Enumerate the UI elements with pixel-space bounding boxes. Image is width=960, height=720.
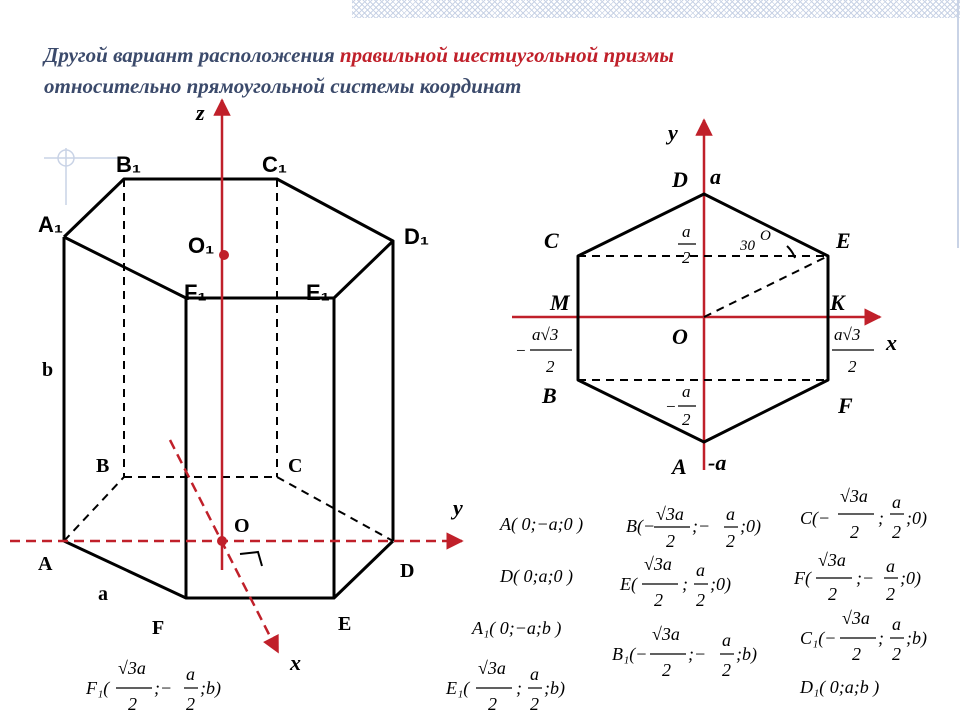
- label-f1: F₁: [184, 280, 207, 305]
- point-o: [217, 536, 227, 546]
- label-axis-y: y: [453, 495, 463, 520]
- hex-label-e: E: [836, 228, 851, 253]
- hex-axis-y: y: [668, 120, 678, 145]
- point-o1: [219, 250, 229, 260]
- svg-text:E(: E(: [620, 574, 637, 594]
- coord-d1: D₁( 0;a;b ): [800, 677, 880, 697]
- svg-text:;b): ;b): [736, 644, 757, 664]
- hex-top-value: a: [710, 164, 721, 189]
- svg-text:;b): ;b): [906, 628, 927, 648]
- coordinate-list: [85, 486, 927, 714]
- coord-b: [626, 504, 761, 551]
- svg-text:;0): ;0): [900, 568, 921, 588]
- hex-label-m: M: [550, 290, 570, 315]
- label-f: F: [152, 617, 165, 639]
- title-part1: Другой вариант расположения: [44, 43, 340, 67]
- hex-label-b: B: [542, 383, 557, 408]
- coord-d: D( 0;a;0 ): [500, 566, 573, 586]
- svg-text:2: 2: [128, 694, 137, 714]
- hex-label-k: K: [830, 290, 845, 315]
- prism-edges: [64, 179, 393, 598]
- svg-text:;−: ;−: [692, 516, 711, 536]
- coord-b1: [612, 624, 757, 680]
- frac-r-left-num: a√3: [532, 325, 559, 344]
- svg-text:2: 2: [696, 590, 705, 610]
- svg-text:;−: ;−: [856, 568, 875, 588]
- right-angle-mark: [240, 552, 262, 566]
- prism-hidden-edges: [64, 179, 393, 541]
- svg-text:2: 2: [666, 531, 675, 551]
- svg-text:√3a: √3a: [656, 504, 684, 524]
- svg-text:a: a: [186, 664, 195, 684]
- label-e: E: [338, 613, 352, 635]
- svg-text:C(−: C(−: [800, 508, 831, 528]
- title-line2: относительно прямоугольной системы координат: [44, 74, 522, 98]
- svg-text:a: a: [892, 614, 901, 634]
- svg-text:2: 2: [488, 694, 497, 714]
- coord-a: A( 0;−a;0 ): [500, 514, 584, 534]
- frac-a2-bot-num: a: [682, 382, 691, 401]
- frac-r-left-den: 2: [546, 357, 555, 376]
- svg-text:;0): ;0): [740, 516, 761, 536]
- svg-text:2: 2: [530, 694, 539, 714]
- label-c1: C₁: [262, 152, 287, 177]
- svg-text:C₁(−: C₁(−: [800, 628, 837, 648]
- coord-e: [619, 554, 731, 610]
- svg-text:√3a: √3a: [842, 608, 870, 628]
- frac-neg-sign: −: [665, 397, 677, 416]
- angle-value: 30: [740, 238, 755, 254]
- label-edge-b: b: [42, 359, 54, 381]
- svg-text:;: ;: [516, 678, 522, 698]
- label-o1: O₁: [188, 233, 215, 258]
- hex-axis-x: x: [886, 330, 897, 355]
- svg-text:√3a: √3a: [118, 658, 146, 678]
- svg-text:E₁(: E₁(: [446, 678, 470, 698]
- coord-e1: [445, 658, 565, 714]
- svg-text:2: 2: [828, 584, 837, 604]
- svg-text:√3a: √3a: [652, 624, 680, 644]
- hexagon-diagram: [512, 120, 897, 479]
- label-a: A: [38, 553, 53, 575]
- frac-r-right-den: 2: [848, 357, 857, 376]
- svg-text:a: a: [726, 504, 735, 524]
- svg-text:√3a: √3a: [818, 550, 846, 570]
- svg-text:2: 2: [186, 694, 195, 714]
- svg-text:F(: F(: [794, 568, 811, 588]
- frac-a2-top-den: 2: [682, 248, 691, 267]
- hex-bottom-value: -a: [708, 450, 727, 475]
- svg-text:B(−: B(−: [626, 516, 656, 536]
- label-b1: B₁: [116, 152, 141, 177]
- coord-f1: [85, 658, 221, 714]
- svg-text:2: 2: [722, 660, 731, 680]
- svg-text:;0): ;0): [906, 508, 927, 528]
- label-axis-z: z: [196, 100, 205, 125]
- angle-degree: O: [760, 228, 771, 244]
- svg-text:√3a: √3a: [840, 486, 868, 506]
- svg-text:;: ;: [682, 574, 688, 594]
- label-d: D: [400, 560, 415, 582]
- svg-text:;−: ;−: [154, 678, 173, 698]
- frac-r-right-num: a√3: [834, 325, 861, 344]
- coord-a1: A₁( 0;−a;b ): [472, 618, 562, 638]
- svg-text:F₁(: F₁(: [86, 678, 110, 698]
- coord-c1: [800, 608, 927, 664]
- label-d1: D₁: [404, 224, 429, 249]
- label-c: C: [288, 455, 303, 477]
- svg-text:a: a: [892, 492, 901, 512]
- frac-a2-top-num: a: [682, 222, 691, 241]
- frac-neg-sign-left: −: [515, 341, 527, 360]
- coord-f: [793, 550, 921, 604]
- label-b: B: [96, 455, 110, 477]
- svg-text:√3a: √3a: [644, 554, 672, 574]
- hex-label-f: F: [838, 393, 853, 418]
- coord-c: [800, 486, 927, 542]
- svg-text:a: a: [886, 556, 895, 576]
- svg-text:2: 2: [886, 584, 895, 604]
- svg-text:;0): ;0): [710, 574, 731, 594]
- svg-text:;: ;: [878, 508, 884, 528]
- svg-text:2: 2: [852, 644, 861, 664]
- svg-text:a: a: [696, 560, 705, 580]
- label-a1: A₁: [38, 212, 63, 237]
- svg-text:2: 2: [726, 531, 735, 551]
- frac-a2-bot-den: 2: [682, 410, 691, 429]
- svg-text:√3a: √3a: [478, 658, 506, 678]
- label-e1: E₁: [306, 280, 330, 305]
- svg-text:2: 2: [892, 644, 901, 664]
- hex-label-o: O: [672, 324, 688, 349]
- title-highlight: правильной шестиугольной призмы: [339, 43, 674, 67]
- svg-text:;: ;: [878, 628, 884, 648]
- svg-text:2: 2: [850, 522, 859, 542]
- svg-text:2: 2: [662, 660, 671, 680]
- svg-text:;b): ;b): [200, 678, 221, 698]
- svg-text:;−: ;−: [688, 644, 707, 664]
- svg-text:a: a: [722, 630, 731, 650]
- label-edge-a: a: [98, 583, 108, 605]
- svg-text:a: a: [530, 664, 539, 684]
- svg-text:;b): ;b): [544, 678, 565, 698]
- svg-text:B₁(−: B₁(−: [612, 644, 648, 664]
- svg-text:2: 2: [892, 522, 901, 542]
- hex-label-d: D: [672, 167, 688, 192]
- label-axis-x: x: [290, 650, 301, 675]
- label-o: O: [234, 515, 250, 537]
- hex-label-a: A: [672, 454, 687, 479]
- hex-label-c: C: [544, 228, 559, 253]
- svg-text:2: 2: [654, 590, 663, 610]
